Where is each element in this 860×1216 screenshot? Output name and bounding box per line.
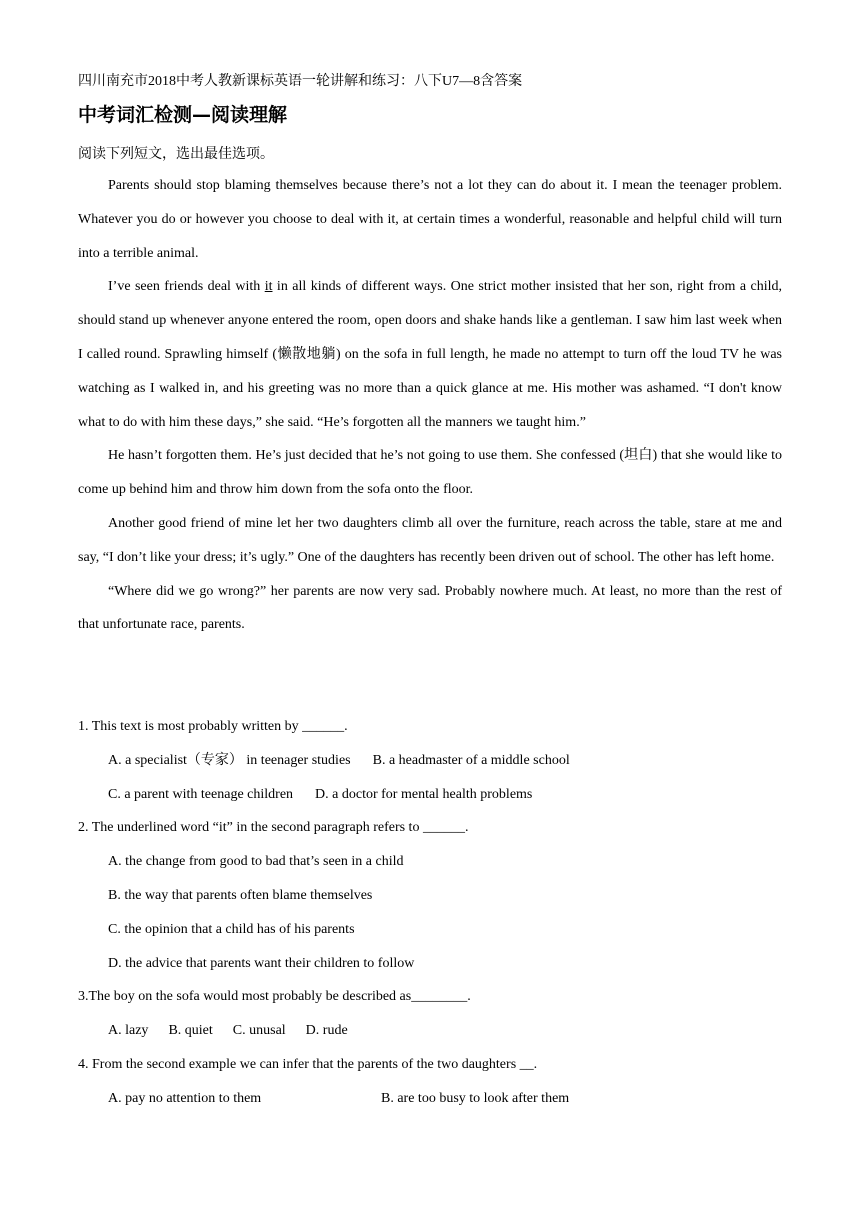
question-3-option-d: D. rude bbox=[305, 1023, 348, 1039]
question-3-stem: 3.The boy on the sofa would most probably be described as________. bbox=[78, 989, 471, 1005]
question-4-stem: 4. From the second example we can infer that the parents of the two daughters __. bbox=[78, 1056, 538, 1072]
question-3-option-b: B. quiet bbox=[168, 1023, 213, 1039]
paragraph-2-rest: in all kinds of different ways. One strict mother insisted that her son, right from a child, should stand up whenever anyone entered the room, open doors and shake hands like a gentleman. I saw him last week when I called round. Sprawling himself (懒散地躺) on the sofa in full length, he made no attempt to turn off the loud TV he was watching as I walked in, and his greeting was no more than a quick glance at me. His mother was ashamed. “I don't know what to do with him these days,” she said. “He’s forgotten all the manners we taught him.” bbox=[78, 279, 782, 430]
section-heading: 中考词汇检测—阅读理解 bbox=[78, 104, 288, 126]
question-1-option-a: A. a specialist（专家） in teenager studies bbox=[108, 752, 351, 768]
question-4-options-row bbox=[78, 1082, 782, 1116]
question-2-option-b: B. the way that parents often blame themselves bbox=[108, 887, 373, 903]
underlined-word-it: it bbox=[264, 279, 273, 295]
instructions: 阅读下列短文，选出最佳选项。 bbox=[78, 147, 274, 162]
question-3-options-row bbox=[78, 1014, 782, 1048]
reading-passage bbox=[78, 169, 782, 642]
question-3-option-c: C. unusal bbox=[232, 1023, 286, 1039]
question-2-stem: 2. The underlined word “it” in the second paragraph refers to ______. bbox=[78, 820, 469, 836]
question-1-stem: 1. This text is most probably written by ______. bbox=[78, 719, 348, 734]
question-1-options-row-2 bbox=[78, 778, 782, 812]
passage-paragraph-5: “Where did we go wrong?” her parents are now very sad. Probably nowhere much. At least, no more than the rest of that unfortunate race, parents. bbox=[78, 583, 782, 633]
passage-paragraph-2 bbox=[78, 270, 782, 439]
paragraph-2-start: I’ve seen friends deal with bbox=[108, 279, 265, 295]
question-2-option-d: D. the advice that parents want their children to follow bbox=[108, 955, 415, 971]
document-title: 四川南充市2018中考人教新课标英语一轮讲解和练习：八下U7—8含答案 bbox=[78, 74, 523, 89]
question-2-option-a: A. the change from good to bad that’s seen in a child bbox=[108, 854, 404, 870]
question-3-option-a: A. lazy bbox=[108, 1023, 149, 1039]
question-4-option-b: B. are too busy to look after them bbox=[381, 1090, 570, 1106]
question-list bbox=[78, 710, 782, 1116]
question-4-option-a: A. pay no attention to them bbox=[108, 1090, 262, 1106]
passage-paragraph-4: Another good friend of mine let her two daughters climb all over the furniture, reach across the table, stare at me and say, “I don’t like your dress; it’s ugly.” One of the daughters has recently been driven out of school. The other has left home. bbox=[78, 515, 782, 565]
question-1-option-b: B. a headmaster of a middle school bbox=[372, 752, 570, 768]
passage-paragraph-3: He hasn’t forgotten them. He’s just decided that he’s not going to use them. She confessed (坦白) that she would like to come up behind him and throw him down from the sofa onto the floor. bbox=[78, 448, 782, 498]
question-2-option-c: C. the opinion that a child has of his parents bbox=[108, 921, 355, 937]
question-1-option-c: C. a parent with teenage children bbox=[108, 786, 294, 802]
passage-paragraph-1: Parents should stop blaming themselves because there’s not a lot they can do about it. I mean the teenager problem. Whatever you do or however you choose to deal with it, at certain times a wonderful, reasonable and helpful child will turn into a terrible animal. bbox=[78, 178, 782, 261]
question-1-options-row-1 bbox=[78, 744, 782, 778]
question-1-option-d: D. a doctor for mental health problems bbox=[315, 786, 533, 802]
